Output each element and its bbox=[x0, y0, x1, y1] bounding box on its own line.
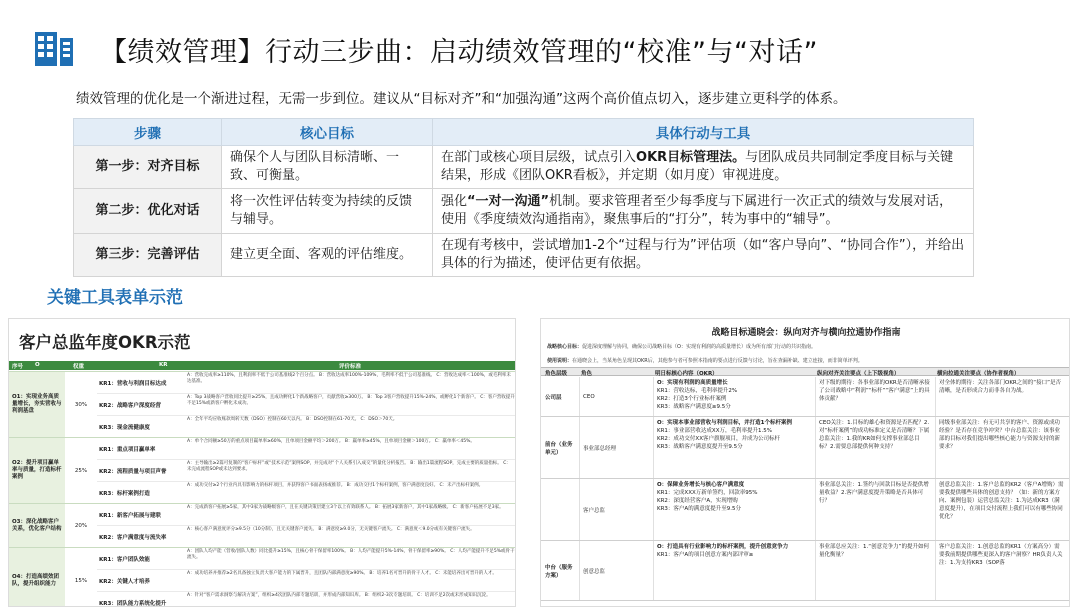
kr-name: KR1：营收与利润目标达成 bbox=[99, 380, 167, 387]
okr-key-result bbox=[97, 372, 516, 394]
vertical-focus: 对下级的期待：各事业部的OKR是否清晰承接了公司战略中“利润”“标杆”“客户满意”上的具体贡献？ bbox=[815, 377, 933, 416]
step-action bbox=[433, 189, 974, 234]
okr-weight: 15% bbox=[74, 577, 88, 584]
okr-weight: 25% bbox=[74, 467, 88, 474]
okr-key-result bbox=[97, 416, 516, 438]
kr-criteria: A：完成新客户拓展≥5家，其中3家为战略级客户，且在关键决策层建立3个以上有效联系人。 B：拓展3家新客户，其中1家战略级。 C：新客户拓展不足3家。 bbox=[187, 505, 504, 510]
okr-objective-row bbox=[9, 503, 516, 547]
header-goal: 核心目标 bbox=[222, 119, 433, 146]
okr-line: KR1：客户A的项目创意方案内部评审≥ bbox=[657, 552, 754, 558]
steps-table-header bbox=[74, 119, 974, 146]
okr-objective: O2：提升项目赢单率与质量，打造标杆案例 bbox=[9, 438, 65, 503]
okr-line: KR3：战略客户满意度提升至9.5分 bbox=[657, 444, 743, 450]
okr-header-cell: O bbox=[35, 362, 40, 368]
guide-row bbox=[541, 417, 1070, 479]
guide-core-line bbox=[541, 343, 1070, 350]
step-goal: 建立更全面、客观的评估维度。 bbox=[222, 234, 433, 277]
action-highlight: “一对一沟通” bbox=[467, 194, 550, 209]
role-name: 客户总监 bbox=[579, 479, 651, 540]
kr-criteria: A：营收完成率≥110%，且利润率不低于公司基准线2个百分点。 B：营收达成率100%-109%，毛利率不低于公司基准线。 C：营收达成率＜100%，或毛利率未达基准。 bbox=[187, 373, 511, 385]
guide-header-cell: 横向拉通关注要点（协作者视角） bbox=[937, 371, 1020, 377]
role-layer: 前台（业务单元） bbox=[545, 441, 573, 456]
okr-sample-thumbnail bbox=[8, 318, 516, 607]
guide-title: 战略目标通晓会：纵向对齐与横向拉通协作指南 bbox=[711, 328, 901, 338]
guide-header-cell: 角色 bbox=[581, 371, 593, 377]
okr-objective: O3：深化战略客户关系，优化客户结构 bbox=[9, 504, 65, 547]
kr-name: KR1：客户团队效能 bbox=[99, 556, 150, 563]
page-subtitle: 绩效管理的优化是一个渐进过程，无需一步到位。建议从“目标对齐”和“加强沟通”这两个高价值点切入，逐步建立更科学的体系。 bbox=[76, 91, 847, 107]
step-label: 第三步：完善评估 bbox=[74, 234, 222, 277]
okr-line: O：打造具有行业影响力的标杆案例，提升创意竞争力 bbox=[657, 544, 789, 550]
okr-table-header bbox=[9, 361, 516, 370]
kr-criteria: A：全年平均应收账款周转天数（DSO）控制在60天以内。 B：DSO控制在61-70天。 C：DSO＞70天。 bbox=[187, 417, 398, 422]
okr-key-result bbox=[97, 548, 516, 570]
kr-criteria: A：单个合同额≥50万的重点项目赢单率≥60%，且单项目金额平均＞200万。 B：赢单率≥45%，且单项目金额＞100万。 C：赢单率＜45%。 bbox=[187, 439, 475, 444]
okr-key-result bbox=[97, 504, 516, 526]
okr-objective: O4：打造高绩效团队，提升组织能力 bbox=[9, 548, 65, 607]
okr-line: KR3：客户A的满意度提升至9.5分 bbox=[657, 506, 741, 512]
okr-key-result bbox=[97, 570, 516, 592]
page-title: 【绩效管理】行动三步曲：启动绩效管理的“校准”与“对话” bbox=[100, 37, 818, 68]
role-layer: 中台（服务方案） bbox=[545, 564, 573, 579]
okr-header-cell: 序号 bbox=[12, 364, 24, 370]
okr-key-result bbox=[97, 394, 516, 416]
role-okr bbox=[653, 417, 813, 478]
okr-header-cell: 权重 bbox=[73, 364, 85, 370]
horizontal-focus: 同级事业部关注：有无可共享的客户、资源或成功经验？是否存在竞争冲突？中台总监关注：该事业部的目标对我们提出哪些核心能力与资源支持的新要求？ bbox=[935, 417, 1067, 478]
alignment-guide-thumbnail bbox=[540, 318, 1070, 607]
kr-criteria: A：成功交付≥2个行业内具有影响力的标杆项目，并获得客户书面表扬或推荐。 B：成功交付1个标杆案例，客户满意度良好。 C：未产出标杆案例。 bbox=[187, 483, 484, 488]
role-layer bbox=[545, 479, 575, 540]
okr-line: KR1：事业部营收达成XX万，毛利率提升1.5% bbox=[657, 428, 772, 434]
role-okr bbox=[653, 541, 813, 600]
table-row bbox=[74, 189, 974, 234]
action-highlight: OKR目标管理法。 bbox=[636, 150, 746, 165]
kr-criteria: A：Top 3战略客户营收同比提升≥25%，且成功孵化1个新战略客户，贡献营收≥300万。 B：Top 3客户营收提升15%-24%，或孵化1个新客户。 C：客户营收提升不足15%或新客户孵化未成功。 bbox=[187, 395, 515, 407]
action-text: 在现有考核中，尝试增加1-2个“过程与行为”评估项（如“客户导向”、“协同合作”），并给出具体的行为描述，使评估更有依据。 bbox=[441, 238, 965, 271]
guide-row bbox=[541, 377, 1070, 417]
guide-row bbox=[541, 479, 1070, 541]
horizontal-focus: 创意总监关注：1.客户总监的KR2（客户A增购）需要我提供哪些具体的创意支持？（如：新的方案方向、案例包装）运营总监关注：1.为达成KR3（满意度提升），在项目交付流程上我们可以有哪些协同优化？ bbox=[935, 479, 1067, 540]
vertical-focus: 事业部总关注：1.签约与回款目标是否提供增量收益？2.客户满意度提升策略是否具体可行？ bbox=[815, 479, 933, 540]
okr-line: KR1：完成XXX万新单签约，回款率95% bbox=[657, 490, 758, 496]
kr-name: KR2：战略客户深度经营 bbox=[99, 402, 161, 409]
guide-table-header bbox=[541, 367, 1070, 376]
okr-line: KR2：打造3个行业标杆案例 bbox=[657, 396, 727, 402]
kr-name: KR3：团队能力系统化提升 bbox=[99, 600, 167, 607]
okr-key-result bbox=[97, 460, 516, 482]
kr-criteria: A：成功培养并推荐≥2名具备独立负责大客户能力的下属晋升，且团队内部满意度≥90%。 B：培养1名可晋升的骨干人才。 C：未能培养出可晋升的人才。 bbox=[187, 571, 497, 576]
usage-label: 使用说明： bbox=[547, 358, 573, 364]
okr-objective-row bbox=[9, 437, 516, 503]
vertical-focus: CEO关注：1.目标的雄心和资源是否匹配？2.对“标杆案例”的成功标准定义是否清晰？下属总监关注：1.我的KR如何支撑事业部总目标？2.需要总部提供何种支持？ bbox=[815, 417, 933, 478]
kr-name: KR1：重点项目赢单率 bbox=[99, 446, 156, 453]
header-action: 具体行动与工具 bbox=[433, 119, 974, 146]
okr-sample-title: 客户总监年度OKR示范 bbox=[19, 333, 191, 352]
action-text: 与团队成员共同制定季度目标与关键结果，形成《团队OKR看板》，并定期（如月度）审视进度。 bbox=[441, 150, 954, 183]
step-label: 第二步：优化对话 bbox=[74, 189, 222, 234]
table-row bbox=[74, 234, 974, 277]
kr-name: KR2：客户满意度与流失率 bbox=[99, 534, 167, 541]
okr-line: O：保障业务增长与核心客户满意度 bbox=[657, 482, 745, 488]
kr-criteria: A：团队人均产能（营收/团队人数）同比提升≥15%，且核心骨干保留率100%。 B：人均产能提升5%-14%，骨干保留率≥90%。 C：人均产能提升不足5%或骨干流失。 bbox=[187, 549, 515, 561]
role-layer: 公司层 bbox=[545, 394, 562, 401]
okr-key-result bbox=[97, 592, 516, 607]
okr-weight: 20% bbox=[74, 522, 88, 529]
table-row bbox=[74, 146, 974, 189]
step-action bbox=[433, 146, 974, 189]
okr-line: KR1：营收达标，毛利率提升2% bbox=[657, 388, 738, 394]
building-logo-icon bbox=[35, 32, 73, 66]
okr-weight: 30% bbox=[74, 401, 88, 408]
role-name: CEO bbox=[579, 377, 651, 416]
section-title: 关键工具表单示范 bbox=[47, 288, 183, 308]
usage-text: 在通晓会上，当某角色呈现其OKR后，其他参与者可参照本指南的要点进行反馈与讨论，旨在查漏补缺、建立连接，而非简单评判。 bbox=[572, 358, 863, 364]
role-okr bbox=[653, 377, 813, 416]
kr-criteria: A：针对“客户需求洞察与解决方案”，组织≥4次团队内部专题培训，并形成内部知识库。 B：组织2-3次专题培训。 C：培训不足2次或未形成知识沉淀。 bbox=[187, 593, 491, 598]
action-text: 强化 bbox=[441, 194, 468, 209]
guide-header-cell: 纵向对齐关注要点（上下级视角） bbox=[817, 371, 900, 377]
okr-header-cell: KR bbox=[159, 362, 168, 368]
okr-line: KR3：战略客户满意度≥9.5分 bbox=[657, 404, 731, 410]
role-okr bbox=[653, 479, 813, 540]
kr-criteria: A：核心客户满意度评分≥9.5分（10分制），且无关键客户流失。 B：满意度≥9.0分，无关键客户流失。 C：满意度＜9.0分或有关键客户流失。 bbox=[187, 527, 475, 532]
okr-line: O：实现有利润的高质量增长 bbox=[657, 380, 728, 386]
step-goal: 将一次性评估转变为持续的反馈与辅导。 bbox=[222, 189, 433, 234]
role-name: 事业部总经理 bbox=[579, 417, 651, 478]
header-step: 步骤 bbox=[74, 119, 222, 146]
core-text: 促进深度理解与协同，确保公司战略目标（O：实现有利润的高质量增长）成为所有部门行动的共识指南。 bbox=[582, 344, 816, 350]
vertical-focus: 事业部总应关注：1.“创意竞争力”的提升如何量化衡量？ bbox=[815, 541, 933, 600]
guide-usage-line bbox=[541, 357, 1070, 364]
okr-objective: O1：实现业务高质量增长，夯实营收与利润基盘 bbox=[9, 372, 65, 437]
guide-header-cell: 角色层级 bbox=[545, 371, 568, 377]
kr-name: KR3：标杆案例打造 bbox=[99, 490, 150, 497]
steps-table bbox=[73, 118, 974, 277]
action-text: 在部门或核心项目层级，试点引入 bbox=[441, 150, 637, 165]
role-name: 创意总监 bbox=[579, 541, 651, 600]
okr-key-result bbox=[97, 482, 516, 504]
kr-name: KR3：现金流健康度 bbox=[99, 424, 150, 431]
kr-name: KR1：新客户拓展与建联 bbox=[99, 512, 161, 519]
action-text: 机制。要求管理者至少每季度与下属进行一次正式的绩效与发展对话，使用《季度绩效沟通指南》，聚焦事后的“打分”，转为事中的“辅导”。 bbox=[441, 194, 953, 227]
okr-key-result bbox=[97, 438, 516, 460]
kr-criteria: A：主导输出≥2篇可复制的“客户标杆”或“技术示范”案例SOP，并完成对“个人关系引入成交”的量化分析报告。 B：输出1篇流程SOP，完成主要的质量指标。 C：未完成流程SOP或未达到要求。 bbox=[187, 461, 511, 473]
okr-line: KR2：深度经营客户A，实现增购 bbox=[657, 498, 738, 504]
core-label: 战略核心目标： bbox=[547, 344, 583, 350]
okr-line: O：实现本事业部营收与利润目标，并打造1个标杆案例 bbox=[657, 420, 793, 426]
okr-objective-row bbox=[9, 371, 516, 437]
okr-objective-row bbox=[9, 547, 516, 607]
okr-header-cell: 评价标准 bbox=[339, 364, 362, 370]
step-label: 第一步：对齐目标 bbox=[74, 146, 222, 189]
horizontal-focus: 客户总监关注：1.创意总监的KR1（方案高分）需要我前期提供哪些更深入的客户洞察？HR负责人关注：1.为支持KR3（SOP落 bbox=[935, 541, 1067, 600]
kr-name: KR2：流程质量与项目声誉 bbox=[99, 468, 167, 475]
step-action bbox=[433, 234, 974, 277]
guide-row bbox=[541, 541, 1070, 601]
step-goal: 确保个人与团队目标清晰、一致、可衡量。 bbox=[222, 146, 433, 189]
horizontal-focus: 对全体的期待：关注各部门OKR之间的“接口”是否清晰，是否形成合力而非各自为战。 bbox=[935, 377, 1067, 416]
okr-key-result bbox=[97, 526, 516, 548]
kr-name: KR2：关键人才培养 bbox=[99, 578, 150, 585]
guide-header-cell: 明日标核心内容（OKR） bbox=[655, 371, 718, 377]
okr-line: KR2：成功交付XX客户旗舰项目，并成为公司标杆 bbox=[657, 436, 780, 442]
